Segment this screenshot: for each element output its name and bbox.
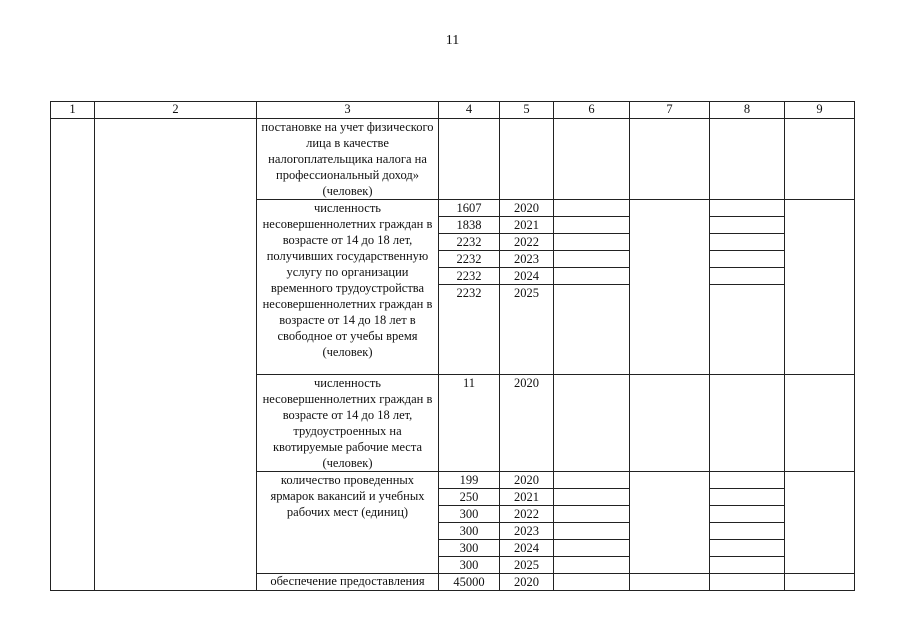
column-header: 6 bbox=[554, 102, 630, 119]
column-header: 1 bbox=[51, 102, 95, 119]
cell-col8 bbox=[710, 251, 785, 268]
value-cell: 1607 bbox=[439, 200, 500, 217]
column-header: 3 bbox=[257, 102, 439, 119]
value-cell: 300 bbox=[439, 523, 500, 540]
year-cell: 2022 bbox=[500, 506, 554, 523]
cell-col7 bbox=[630, 119, 710, 200]
cell-col6 bbox=[554, 119, 630, 200]
year-cell: 2020 bbox=[500, 375, 554, 472]
cell-col7 bbox=[630, 200, 710, 375]
cell-col7 bbox=[630, 375, 710, 472]
value-cell: 2232 bbox=[439, 251, 500, 268]
cell-col9 bbox=[785, 200, 855, 375]
cell-col8 bbox=[710, 523, 785, 540]
cell-col8 bbox=[710, 557, 785, 574]
cell-col8 bbox=[710, 285, 785, 375]
year-cell: 2024 bbox=[500, 268, 554, 285]
column-header: 4 bbox=[439, 102, 500, 119]
cell-col6 bbox=[554, 234, 630, 251]
cell-col6 bbox=[554, 472, 630, 489]
indicator-description: постановке на учет физического лица в качестве налогоплательщика налога на профессиональный доход» (человек) bbox=[257, 119, 439, 200]
cell-col2 bbox=[95, 119, 257, 591]
column-header: 8 bbox=[710, 102, 785, 119]
year-cell: 2020 bbox=[500, 574, 554, 591]
value-cell: 300 bbox=[439, 506, 500, 523]
indicator-description: численность несовершеннолетних граждан в возрасте от 14 до 18 лет, трудоустроенных на квотируемые рабочие места (человек) bbox=[257, 375, 439, 472]
cell-col1 bbox=[51, 119, 95, 591]
indicator-description: численность несовершеннолетних граждан в возрасте от 14 до 18 лет, получивших государственную услугу по организации временного трудоустройства несовершеннолетних граждан в возрасте от 14 до 18 лет в свободное от учебы время (человек) bbox=[257, 200, 439, 375]
cell-col8 bbox=[710, 540, 785, 557]
value-cell: 250 bbox=[439, 489, 500, 506]
cell-col6 bbox=[554, 574, 630, 591]
value-cell: 300 bbox=[439, 540, 500, 557]
cell-col8 bbox=[710, 472, 785, 489]
value-cell: 45000 bbox=[439, 574, 500, 591]
indicator-description: обеспечение предоставления bbox=[257, 574, 439, 591]
page-number: 11 bbox=[445, 33, 460, 48]
cell-col6 bbox=[554, 557, 630, 574]
value-cell: 2232 bbox=[439, 285, 500, 375]
program-indicators-table bbox=[50, 101, 855, 591]
cell-col8 bbox=[710, 217, 785, 234]
year-cell: 2021 bbox=[500, 489, 554, 506]
cell-col6 bbox=[554, 200, 630, 217]
cell-col6 bbox=[554, 540, 630, 557]
indicator-description: количество проведенных ярмарок вакансий и учебных рабочих мест (единиц) bbox=[257, 472, 439, 574]
value-cell: 199 bbox=[439, 472, 500, 489]
cell-col6 bbox=[554, 506, 630, 523]
column-header: 5 bbox=[500, 102, 554, 119]
year-cell: 2022 bbox=[500, 234, 554, 251]
value-cell: 2232 bbox=[439, 268, 500, 285]
year-cell: 2023 bbox=[500, 251, 554, 268]
value-cell bbox=[439, 119, 500, 200]
cell-col8 bbox=[710, 234, 785, 251]
cell-col8 bbox=[710, 489, 785, 506]
cell-col7 bbox=[630, 472, 710, 574]
cell-col9 bbox=[785, 574, 855, 591]
year-cell: 2024 bbox=[500, 540, 554, 557]
column-header: 7 bbox=[630, 102, 710, 119]
year-cell: 2020 bbox=[500, 200, 554, 217]
value-cell: 11 bbox=[439, 375, 500, 472]
cell-col9 bbox=[785, 472, 855, 574]
cell-col6 bbox=[554, 217, 630, 234]
cell-col8 bbox=[710, 119, 785, 200]
cell-col7 bbox=[630, 574, 710, 591]
cell-col6 bbox=[554, 251, 630, 268]
year-cell bbox=[500, 119, 554, 200]
cell-col8 bbox=[710, 574, 785, 591]
cell-col6 bbox=[554, 489, 630, 506]
year-cell: 2021 bbox=[500, 217, 554, 234]
cell-col8 bbox=[710, 506, 785, 523]
cell-col6 bbox=[554, 268, 630, 285]
cell-col6 bbox=[554, 285, 630, 375]
table-row bbox=[51, 119, 855, 200]
value-cell: 2232 bbox=[439, 234, 500, 251]
cell-col8 bbox=[710, 200, 785, 217]
header-row bbox=[51, 102, 855, 119]
column-header: 9 bbox=[785, 102, 855, 119]
cell-col6 bbox=[554, 375, 630, 472]
cell-col8 bbox=[710, 375, 785, 472]
value-cell: 300 bbox=[439, 557, 500, 574]
value-cell: 1838 bbox=[439, 217, 500, 234]
year-cell: 2025 bbox=[500, 557, 554, 574]
year-cell: 2023 bbox=[500, 523, 554, 540]
column-header: 2 bbox=[95, 102, 257, 119]
year-cell: 2020 bbox=[500, 472, 554, 489]
cell-col6 bbox=[554, 523, 630, 540]
cell-col8 bbox=[710, 268, 785, 285]
year-cell: 2025 bbox=[500, 285, 554, 375]
cell-col9 bbox=[785, 119, 855, 200]
cell-col9 bbox=[785, 375, 855, 472]
